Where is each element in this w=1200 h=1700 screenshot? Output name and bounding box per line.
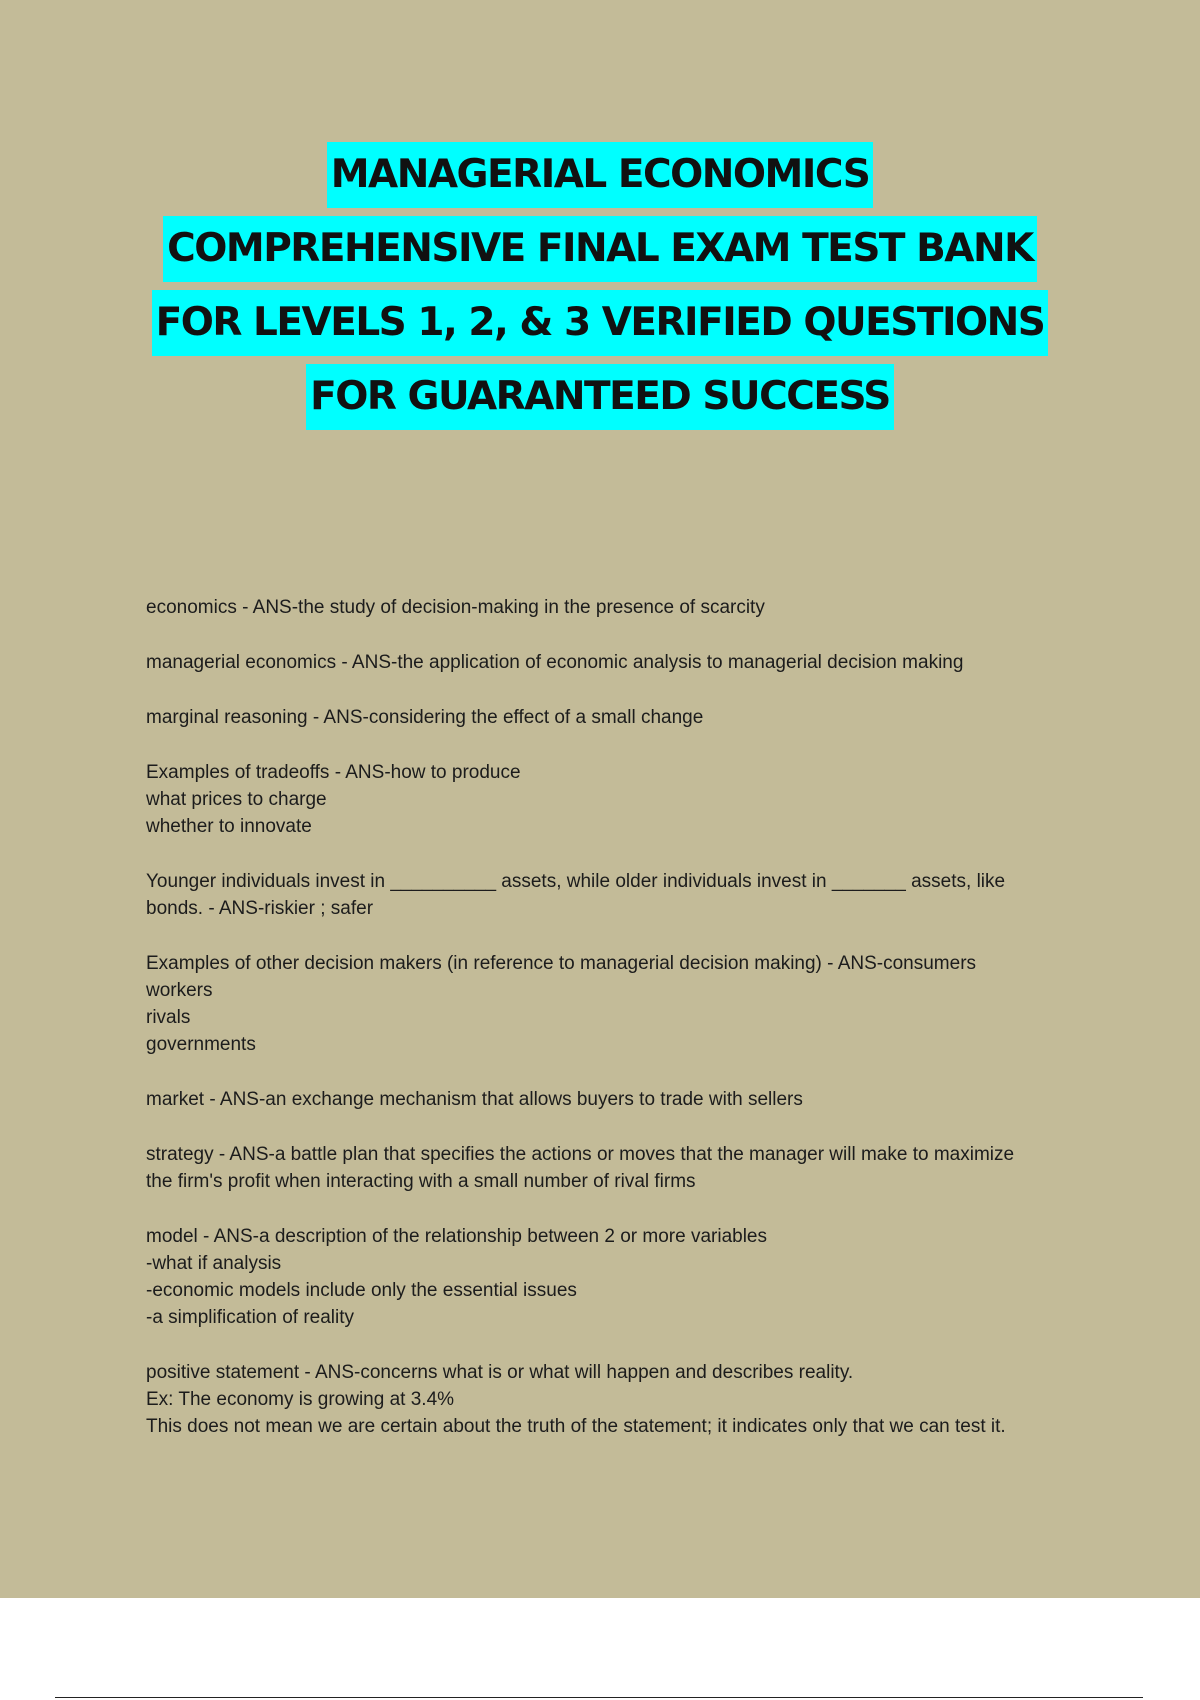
- qa-item-positive-statement: [146, 1359, 1096, 1440]
- qa-line: what prices to charge: [146, 789, 327, 810]
- qa-line: -what if analysis: [146, 1253, 282, 1274]
- qa-line: economics - ANS-the study of decision-making in the presence of scarcity: [146, 597, 765, 618]
- qa-line: Younger individuals invest in __________ assets, while older individuals invest in _______ assets, like: [146, 871, 1006, 892]
- qa-item-market: [146, 1086, 1096, 1113]
- qa-line: rivals: [146, 1007, 191, 1028]
- qa-line: -economic models include only the essential issues: [146, 1280, 577, 1301]
- qa-list: [146, 594, 1096, 1468]
- title-line-3-text: FOR LEVELS 1, 2, & 3 VERIFIED QUESTIONS: [152, 290, 1049, 356]
- qa-line: positive statement - ANS-concerns what is or what will happen and describes reality.: [146, 1362, 854, 1383]
- qa-line: bonds. - ANS-riskier ; safer: [146, 898, 374, 919]
- qa-item-investment: [146, 868, 1096, 922]
- qa-line: market - ANS-an exchange mechanism that allows buyers to trade with sellers: [146, 1089, 803, 1110]
- footer-divider: [55, 1697, 1143, 1698]
- qa-line: This does not mean we are certain about the truth of the statement; it indicates only that we can test it.: [146, 1416, 1006, 1437]
- title-line-4: [0, 364, 1200, 438]
- qa-line: managerial economics - ANS-the application of economic analysis to managerial decision making: [146, 652, 964, 673]
- page-title: [0, 142, 1200, 438]
- qa-line: Examples of tradeoffs - ANS-how to produce: [146, 762, 521, 783]
- title-line-2: [0, 216, 1200, 290]
- title-line-4-text: FOR GUARANTEED SUCCESS: [306, 364, 894, 430]
- qa-item-marginal-reasoning: [146, 704, 1096, 731]
- qa-line: marginal reasoning - ANS-considering the effect of a small change: [146, 707, 704, 728]
- qa-line: the firm's profit when interacting with a small number of rival firms: [146, 1171, 696, 1192]
- qa-line: -a simplification of reality: [146, 1307, 355, 1328]
- qa-item-strategy: [146, 1141, 1096, 1195]
- qa-line: Ex: The economy is growing at 3.4%: [146, 1389, 455, 1410]
- title-line-1-text: MANAGERIAL ECONOMICS: [327, 142, 874, 208]
- qa-item-tradeoffs: [146, 759, 1096, 840]
- qa-item-managerial-economics: [146, 649, 1096, 676]
- qa-item-model: [146, 1223, 1096, 1331]
- qa-line: workers: [146, 980, 213, 1001]
- title-line-2-text: COMPREHENSIVE FINAL EXAM TEST BANK: [163, 216, 1037, 282]
- qa-line: model - ANS-a description of the relationship between 2 or more variables: [146, 1226, 767, 1247]
- qa-line: Examples of other decision makers (in reference to managerial decision making) - ANS-consumers: [146, 953, 977, 974]
- title-line-1: [0, 142, 1200, 216]
- qa-line: strategy - ANS-a battle plan that specifies the actions or moves that the manager will make to maximize: [146, 1144, 1015, 1165]
- qa-item-economics: [146, 594, 1096, 621]
- qa-line: whether to innovate: [146, 816, 312, 837]
- qa-line: governments: [146, 1034, 256, 1055]
- title-line-3: [0, 290, 1200, 364]
- qa-item-decision-makers: [146, 950, 1096, 1058]
